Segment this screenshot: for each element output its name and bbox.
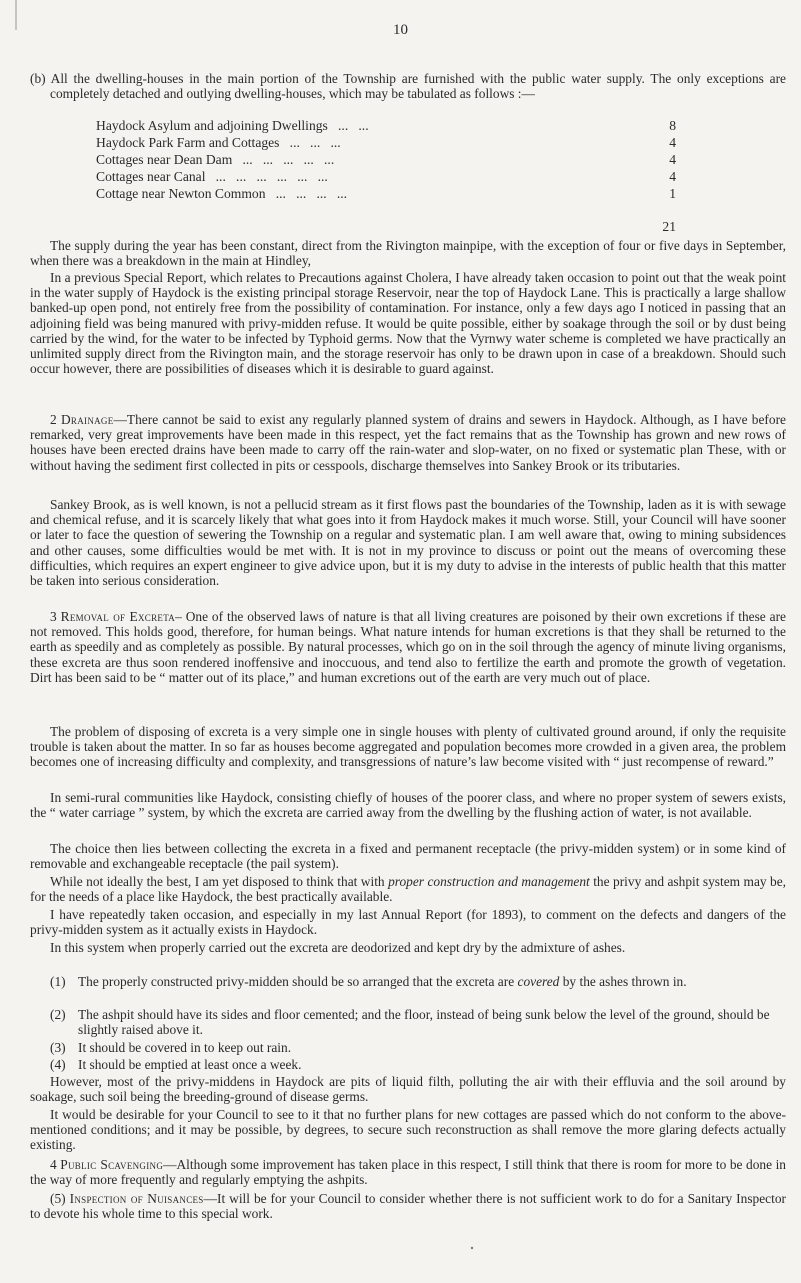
repeatedly-paragraph: I have repeatedly taken occasion, and especially in my last Annual Report (for 1893), to comment on the defects and dangers of the privy-midden system as it actually exists in Haydock. xyxy=(30,907,786,938)
dwellings-table xyxy=(96,117,676,202)
intro-paragraph: (b) All the dwelling-houses in the main portion of the Township are furnished with the public water supply. The only exceptions are completely detached and outlying dwelling-houses, which may be tabulated as follows :— xyxy=(30,71,786,102)
emphasis: covered xyxy=(517,974,560,989)
section-text: – One of the observed laws of nature is that all living creatures are poisoned by their own excretions if these are not removed. This holds good, therefore, for human beings. What nature intends for human excretions is that they shall be returned to the earth as speedily and as completely as possible. By natural processes, which go on in the soil through the agency of minute living organisms, these excreta are thus soon rendered inoffensive and inoccuous, and tend also to fertilize the earth and promote the growth of vegetation. Dirt has been said to be “ matter out of its place,” and human excretions out of the earth are very much out of place. xyxy=(30,609,787,685)
row-value: 8 xyxy=(669,118,676,133)
section-number: 2 xyxy=(50,412,57,427)
supply-paragraph: The supply during the year has been constant, direct from the Rivington mainpipe, with the exception of four or five days in September, when there was a breakdown in the main at Hindley, xyxy=(30,238,786,269)
emphasis: proper construction and management xyxy=(388,874,590,889)
row-label: Cottage near Newton Common ... ... ... ... xyxy=(96,186,348,201)
removal-paragraph xyxy=(30,609,786,685)
problem-paragraph: The problem of disposing of excreta is a very simple one in single houses with plenty of cultivated ground around, if only the requisite trouble is taken about the matter. In so far as houses become aggregated and population becomes more crowded in a given area, the problem becomes one of increasing difficulty and complexity, and transgressions of nature’s law become visited with “ just recompense of reward.” xyxy=(30,724,786,770)
table-total: 21 xyxy=(662,219,676,234)
row-label: Cottages near Canal ... ... ... ... ... ... xyxy=(96,169,328,184)
section-heading: Removal of Excreta xyxy=(60,609,176,624)
section-heading: Public Scavenging xyxy=(60,1157,164,1172)
text-span: by the ashes thrown in. xyxy=(559,974,687,989)
row-label: Cottages near Dean Dam ... ... ... ... ... xyxy=(96,152,335,167)
while-paragraph xyxy=(30,874,786,904)
table-row xyxy=(96,168,676,185)
nuisances-paragraph xyxy=(30,1191,786,1221)
section-number: (5) xyxy=(50,1191,66,1206)
special-report-paragraph: In a previous Special Report, which relates to Precautions against Cholera, I have already taken occasion to point out that the weak point in the water supply of Haydock is the existing principal storage Reservoir, near the top of Haydock Lane. This is practically a large shallow banked-up open pond, not entirely free from the possibility of contamination. For instance, only a few days ago I noticed in passing that an adjoining field was being manured with privy-midden refuse. It would be quite possible, either by soakage through the soil or by dust being carried by the wind, for the water to be infected by Typhoid germs. Now that the Vyrnwy water scheme is completed we have practically an unlimited supply direct from the Rivington main, and the storage reservoir has only to be drawn upon in case of a breakdown. Should such occur however, there are possibilities of diseases which it is desirable to guard against. xyxy=(30,270,786,377)
page-number: 10 xyxy=(393,22,408,38)
section-text: —There cannot be said to exist any regularly planned system of drains and sewers in Haydock. Although, as I have before remarked, very great improvements have been made in this respect, yet the fact remains that as the Township has grown and new rows of houses have been erected drains have been made to carry off the rain-water and slop-water, on no fixed or systematic plan These, with or without having the sediment first collected in pits or cesspools, discharge themselves into Sankey Brook or its tributaries. xyxy=(30,412,786,473)
section-text: —It will be for your Council to consider whether there is not sufficient work to do for a Sanitary Inspector to devote his whole time to this special work. xyxy=(30,1191,787,1222)
however-paragraph: However, most of the privy-middens in Haydock are pits of liquid filth, polluting the air with their effluvia and the soil around by soakage, such soil being the breeding-ground of disease germs. xyxy=(30,1074,786,1105)
table-row xyxy=(96,117,676,134)
row-value: 4 xyxy=(669,135,676,150)
row-label: Haydock Park Farm and Cottages ... ... ... xyxy=(96,135,341,150)
list-number: (3) xyxy=(50,1040,66,1055)
section-text: —Although some improvement has taken place in this respect, I still think that there is room for more to be done in the way of more frequently and regularly emptying the ashpits. xyxy=(30,1157,786,1188)
row-value: 4 xyxy=(669,169,676,184)
list-text xyxy=(78,974,784,989)
semi-rural-paragraph: In semi-rural communities like Haydock, consisting chiefly of houses of the poorer class, and where no proper system of sewers exists, the “ water carriage ” system, by which the excreta are carried away from the dwelling by the flushing action of water, is not available. xyxy=(30,790,786,821)
sankey-paragraph: Sankey Brook, as is well known, is not a pellucid stream as it first flows past the boundaries of the Township, laden as it is with sewage and chemical refuse, and it is scarcely likely that what goes into it from Haydock makes it much worse. Still, your Council will have sooner or later to face the question of sewering the Township on a regular and systematic plan. I am well aware that, owing to mining subsidences and other causes, some difficulties would be met with. It is not in my province to discuss or point out the means of overcoming these difficulties, which requires an expert engineer to give advice upon, but it is my duty to advise in the interests of public health that this matter be taken into serious consideration. xyxy=(30,497,786,589)
section-heading: Drainage xyxy=(60,412,114,427)
system-paragraph: In this system when properly carried out the excreta are deodorized and kept dry by the admixture of ashes. xyxy=(50,940,626,955)
row-value: 1 xyxy=(669,186,676,201)
text-span: The properly constructed privy-midden should be so arranged that the excreta are xyxy=(78,974,518,989)
list-text: It should be emptied at least once a week. xyxy=(78,1057,302,1072)
section-number: 4 xyxy=(50,1157,57,1172)
scavenging-paragraph xyxy=(30,1157,786,1187)
row-value: 4 xyxy=(669,152,676,167)
section-number: 3 xyxy=(50,609,57,624)
row-label: Haydock Asylum and adjoining Dwellings ... ... xyxy=(96,118,369,133)
list-text: It should be covered in to keep out rain. xyxy=(78,1040,292,1055)
scan-speck xyxy=(471,1247,473,1249)
table-row xyxy=(96,185,676,202)
list-text: The ashpit should have its sides and floor cemented; and the floor, instead of being sunk below the level of the ground, should be slightly raised above it. xyxy=(78,1007,770,1038)
table-row xyxy=(96,151,676,168)
desirable-paragraph: It would be desirable for your Council to see to it that no further plans for new cottages are passed which do not conform to the above-mentioned conditions; and it may be possible, by degrees, to secure such reconstruction as shall remove the more glaring defects actually existing. xyxy=(30,1107,786,1153)
section-heading: Inspection of Nuisances xyxy=(69,1191,204,1206)
text-span: the privy and ashpit system may be, for the needs of a place like Haydock, the best practically available. xyxy=(30,874,786,905)
choice-paragraph: The choice then lies between collecting the excreta in a fixed and permanent receptacle (the privy-midden system) or in some kind of removable and exchangeable receptacle (the pail system). xyxy=(30,841,786,872)
text-span: While not ideally the best, I am yet disposed to think that with xyxy=(50,874,389,889)
list-number: (2) xyxy=(50,1007,66,1022)
drainage-paragraph xyxy=(30,412,786,473)
table-row xyxy=(96,134,676,151)
list-number: (4) xyxy=(50,1057,66,1072)
list-number: (1) xyxy=(50,974,66,989)
